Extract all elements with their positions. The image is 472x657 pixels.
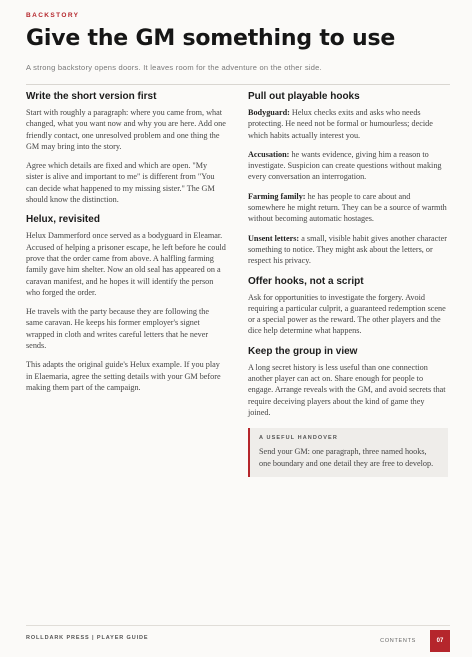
- paragraph: A long secret history is less useful than one connection another player can act on. Share enough for people to engage. Arrange reveals with the GM, and avoid secrets that require deceiving players about the kind of game they joined.: [248, 362, 446, 417]
- hook-term: Unsent letters:: [248, 233, 300, 243]
- footer-publisher: ROLLDARK PRESS | PLAYER GUIDE: [26, 635, 149, 641]
- paragraph: Agree which details are fixed and which are open. "My sister is alive and important to me" is different from "You can decide what happened to my missing sister." The GM should know the distinction.: [26, 161, 215, 205]
- header-divider: [26, 84, 450, 85]
- left-column: [26, 90, 226, 401]
- right-column: [248, 90, 448, 477]
- hook-text: a small, visible habit gives another character something to notice. They might ask about the letters, or respect his privacy.: [248, 233, 447, 266]
- paragraph: Start with roughly a paragraph: where you came from, what changed, what you want now and why you are here. Add one friendly contact, one unresolved problem and one thing the GM may bring into the story.: [26, 108, 226, 151]
- footer-divider: [26, 625, 450, 626]
- footer-nav: [380, 630, 450, 652]
- hook-item: [248, 107, 448, 141]
- page-title: Give the GM something to use: [26, 26, 396, 51]
- heading-helux-revisited: Helux, revisited: [26, 214, 100, 226]
- hook-term: Farming family:: [248, 191, 306, 201]
- callout-title: A USEFUL HANDOVER: [259, 435, 338, 442]
- hook-item: [248, 233, 448, 267]
- paragraph: Helux Dammerford once served as a bodyguard in Eleamar. Accused of helping a prisoner escape, he left before he could prove that the order came from above. A halfling farming family gave him shelter. Now an old seal has appeared on a caravan manifest, and he hopes it will identify the person who forged the order.: [26, 231, 226, 297]
- hook-item: [248, 191, 448, 225]
- heading-offer-hooks: Offer hooks, not a script: [248, 275, 364, 287]
- paragraph: He travels with the party because they are following the same caravan. He keeps his former employer's signet wrapped in cloth and writes careful letters that he never sends.: [26, 307, 210, 351]
- heading-short-version: Write the short version first: [26, 91, 157, 102]
- handover-callout: [248, 428, 448, 477]
- hook-term: Bodyguard:: [248, 108, 290, 117]
- paragraph: Ask for opportunities to investigate the forgery. Avoid requiring a particular culprit, a guaranteed redemption scene or a special power as the reward. The other players and the dice help determine what happens.: [248, 292, 446, 336]
- heading-group-in-view: Keep the group in view: [248, 345, 358, 357]
- section-kicker: BACKSTORY: [26, 12, 80, 19]
- heading-playable-hooks: Pull out playable hooks: [248, 91, 360, 102]
- page-number: 07: [430, 630, 450, 652]
- callout-text: Send your GM: one paragraph, three named hooks, one boundary and one detail they are free to develop.: [259, 447, 434, 468]
- hook-term: Accusation:: [248, 149, 290, 159]
- hook-item: [248, 149, 448, 183]
- hook-text: Helux checks exits and asks who needs protecting. He need not be formal or humourless; decide which habits actually interest you.: [248, 108, 433, 140]
- hook-text: he has people to care about and somewhere he might return. They can be a source of warmth without becoming automatic hostages.: [248, 191, 447, 224]
- paragraph: This adapts the original guide's Helux example. If you play in Elaemaria, agree the setting details with your GM before making them part of the campaign.: [26, 360, 221, 392]
- hook-text: he wants evidence, giving him a reason to investigate. Suspicion can create questions without making every conversation an interrogation.: [248, 149, 442, 182]
- page-subtitle: A strong backstory opens doors. It leaves room for the adventure on the other side.: [26, 63, 322, 72]
- contents-link[interactable]: CONTENTS: [380, 638, 416, 644]
